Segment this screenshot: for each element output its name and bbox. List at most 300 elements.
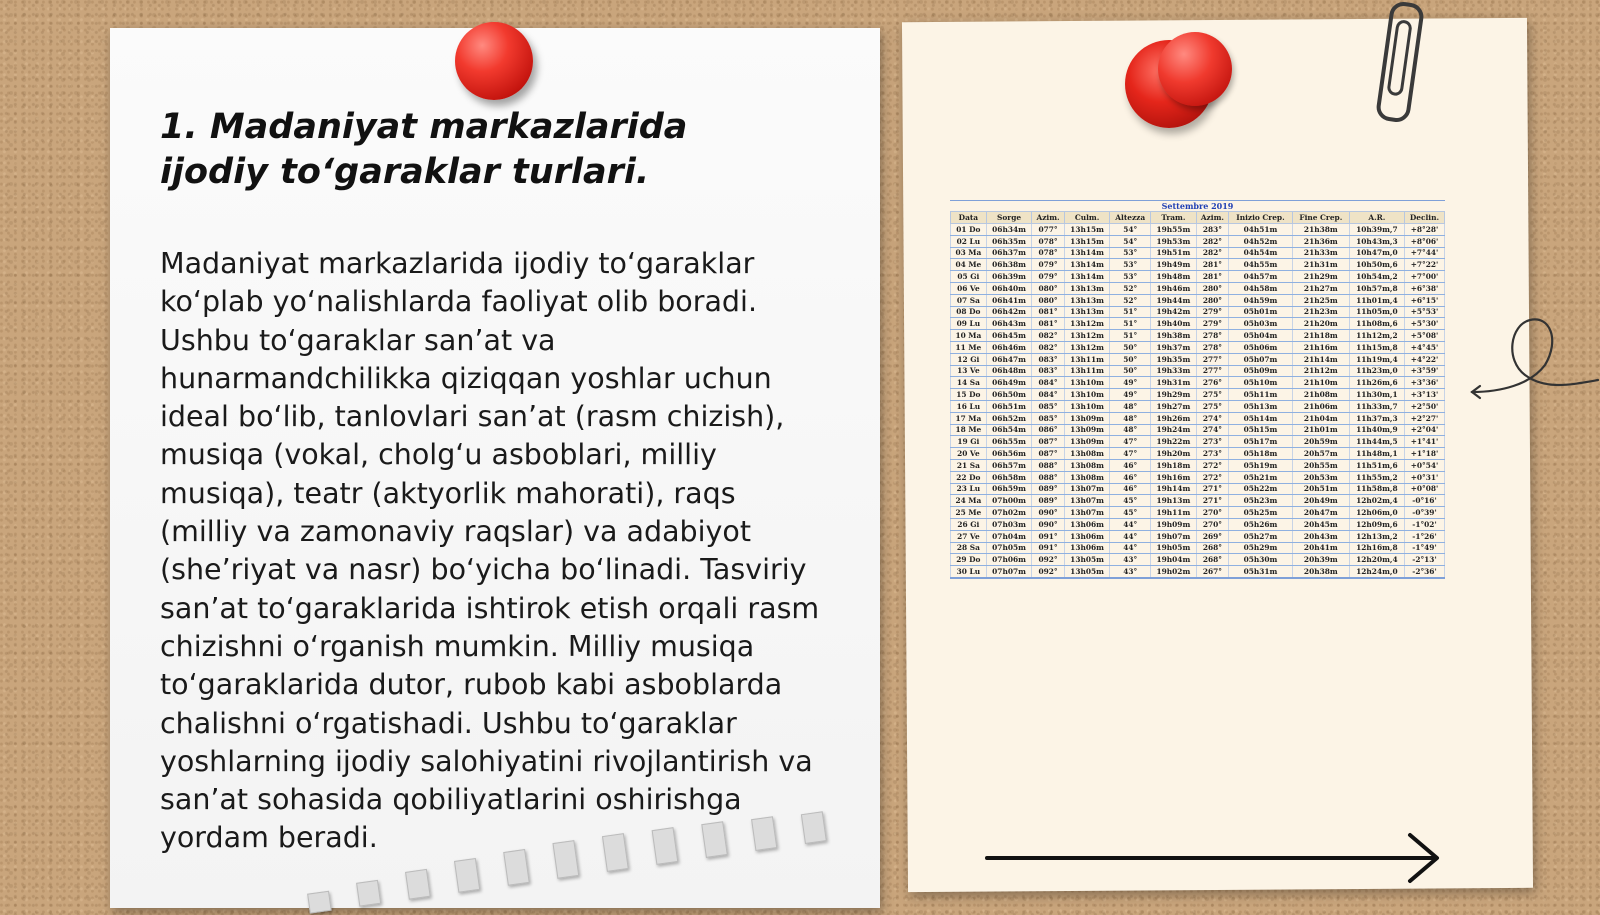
- table-cell: +3°36': [1404, 377, 1444, 389]
- table-cell: 46°: [1110, 459, 1151, 471]
- table-cell: +4°45': [1404, 341, 1444, 353]
- table-cell: 20h53m: [1292, 471, 1349, 483]
- table-cell: +0°31': [1404, 471, 1444, 483]
- table-cell: 20h38m: [1292, 566, 1349, 578]
- table-cell: 085°: [1032, 400, 1064, 412]
- table-cell: 48°: [1110, 412, 1151, 424]
- table-cell: 06h51m: [986, 400, 1032, 412]
- table-cell: 52°: [1110, 282, 1151, 294]
- table-cell: 13h10m: [1064, 400, 1110, 412]
- table-cell: +6°38': [1404, 282, 1444, 294]
- table-cell: 05h04m: [1229, 330, 1293, 342]
- table-cell: 19h20m: [1151, 448, 1197, 460]
- table-cell: 12h16m,8: [1349, 542, 1404, 554]
- table-cell: 277°: [1196, 353, 1228, 365]
- table-cell: 13h11m: [1064, 353, 1110, 365]
- table-cell: 04h58m: [1229, 282, 1293, 294]
- arrow-right-icon: [985, 830, 1445, 885]
- table-cell: 13h15m: [1064, 224, 1110, 236]
- table-cell: 19h02m: [1151, 566, 1197, 578]
- table-row: [951, 224, 1445, 236]
- table-cell: 11 Me: [951, 341, 987, 353]
- table-cell: 13h14m: [1064, 259, 1110, 271]
- table-cell: 280°: [1196, 282, 1228, 294]
- column-header: Data: [951, 212, 987, 224]
- table-cell: 19h44m: [1151, 294, 1197, 306]
- table-cell: 283°: [1196, 224, 1228, 236]
- table-row: [951, 235, 1445, 247]
- table-cell: 088°: [1032, 459, 1064, 471]
- table-cell: 51°: [1110, 318, 1151, 330]
- table-cell: 53°: [1110, 271, 1151, 283]
- table-cell: 44°: [1110, 542, 1151, 554]
- table-row: [951, 259, 1445, 271]
- table-cell: 07h06m: [986, 554, 1032, 566]
- table-cell: 51°: [1110, 330, 1151, 342]
- table-cell: 13h08m: [1064, 448, 1110, 460]
- table-cell: 53°: [1110, 259, 1151, 271]
- table-cell: 12h09m,6: [1349, 518, 1404, 530]
- table-cell: 04h59m: [1229, 294, 1293, 306]
- table-cell: 19h04m: [1151, 554, 1197, 566]
- table-cell: +5°53': [1404, 306, 1444, 318]
- table-cell: 05h17m: [1229, 436, 1293, 448]
- table-cell: 268°: [1196, 554, 1228, 566]
- table-cell: 092°: [1032, 566, 1064, 578]
- table-cell: 13h14m: [1064, 271, 1110, 283]
- table-cell: 49°: [1110, 377, 1151, 389]
- table-cell: 089°: [1032, 495, 1064, 507]
- table-cell: 19 Gi: [951, 436, 987, 448]
- table-cell: 20h49m: [1292, 495, 1349, 507]
- table-cell: 19h22m: [1151, 436, 1197, 448]
- table-cell: 06h45m: [986, 330, 1032, 342]
- table-cell: 19h13m: [1151, 495, 1197, 507]
- table-cell: 23 Lu: [951, 483, 987, 495]
- table-cell: 077°: [1032, 224, 1064, 236]
- table-cell: 48°: [1110, 424, 1151, 436]
- table-cell: 11h37m,3: [1349, 412, 1404, 424]
- table-cell: 21h20m: [1292, 318, 1349, 330]
- table-cell: +2°50': [1404, 400, 1444, 412]
- table-cell: 05h09m: [1229, 365, 1293, 377]
- table-cell: 12 Gi: [951, 353, 987, 365]
- table-cell: 06h40m: [986, 282, 1032, 294]
- table-cell: 13h08m: [1064, 471, 1110, 483]
- table-cell: 11h01m,4: [1349, 294, 1404, 306]
- table-cell: 079°: [1032, 271, 1064, 283]
- table-cell: 07h00m: [986, 495, 1032, 507]
- table-row: [951, 412, 1445, 424]
- table-cell: 46°: [1110, 483, 1151, 495]
- table-row: [951, 459, 1445, 471]
- table-cell: 20h41m: [1292, 542, 1349, 554]
- table-cell: 44°: [1110, 530, 1151, 542]
- table-cell: +7°22': [1404, 259, 1444, 271]
- table-cell: 273°: [1196, 448, 1228, 460]
- table-cell: 11h58m,8: [1349, 483, 1404, 495]
- table-row: [951, 436, 1445, 448]
- column-header: A.R.: [1349, 212, 1404, 224]
- table-cell: 079°: [1032, 259, 1064, 271]
- table-cell: 05h30m: [1229, 554, 1293, 566]
- table-row: [951, 495, 1445, 507]
- table-cell: 277°: [1196, 365, 1228, 377]
- table-cell: 084°: [1032, 377, 1064, 389]
- table-cell: 11h51m,6: [1349, 459, 1404, 471]
- table-cell: 04h57m: [1229, 271, 1293, 283]
- table-cell: 278°: [1196, 330, 1228, 342]
- table-cell: 10h43m,3: [1349, 235, 1404, 247]
- table-cell: 20h45m: [1292, 518, 1349, 530]
- table-cell: 54°: [1110, 235, 1151, 247]
- table-cell: 21h01m: [1292, 424, 1349, 436]
- table-cell: 275°: [1196, 389, 1228, 401]
- table-cell: 12h20m,4: [1349, 554, 1404, 566]
- column-header: Inizio Crep.: [1229, 212, 1293, 224]
- table-cell: 05h01m: [1229, 306, 1293, 318]
- table-cell: 24 Ma: [951, 495, 987, 507]
- table-cell: 13h07m: [1064, 483, 1110, 495]
- table-cell: 06h46m: [986, 341, 1032, 353]
- table-cell: 20h43m: [1292, 530, 1349, 542]
- table-cell: +1°18': [1404, 448, 1444, 460]
- table-cell: 279°: [1196, 318, 1228, 330]
- table-cell: 28 Sa: [951, 542, 987, 554]
- table-cell: 19h53m: [1151, 235, 1197, 247]
- table-cell: -0°16': [1404, 495, 1444, 507]
- table-cell: 18 Me: [951, 424, 987, 436]
- table-cell: 43°: [1110, 554, 1151, 566]
- table-cell: 092°: [1032, 554, 1064, 566]
- table-cell: 12h24m,0: [1349, 566, 1404, 578]
- table-cell: 50°: [1110, 365, 1151, 377]
- table-cell: 13h08m: [1064, 459, 1110, 471]
- table-cell: 05h26m: [1229, 518, 1293, 530]
- table-cell: 19h48m: [1151, 271, 1197, 283]
- table-cell: 21h16m: [1292, 341, 1349, 353]
- table-cell: 090°: [1032, 518, 1064, 530]
- table-cell: 25 Me: [951, 507, 987, 519]
- table-cell: 05h14m: [1229, 412, 1293, 424]
- table-cell: 268°: [1196, 542, 1228, 554]
- table-cell: 19h31m: [1151, 377, 1197, 389]
- table-cell: 20h59m: [1292, 436, 1349, 448]
- table-cell: 274°: [1196, 412, 1228, 424]
- table-cell: 05h06m: [1229, 341, 1293, 353]
- table-cell: 11h08m,6: [1349, 318, 1404, 330]
- table-cell: 05h27m: [1229, 530, 1293, 542]
- table-cell: 13h13m: [1064, 294, 1110, 306]
- table-cell: 13 Ve: [951, 365, 987, 377]
- table-cell: 13h14m: [1064, 247, 1110, 259]
- table-cell: 05h25m: [1229, 507, 1293, 519]
- table-cell: 19h37m: [1151, 341, 1197, 353]
- table-cell: 272°: [1196, 471, 1228, 483]
- table-cell: 06h39m: [986, 271, 1032, 283]
- table-cell: 05h21m: [1229, 471, 1293, 483]
- table-cell: 13h06m: [1064, 518, 1110, 530]
- push-pin-icon: [455, 22, 533, 100]
- table-cell: +7°44': [1404, 247, 1444, 259]
- table-cell: 087°: [1032, 448, 1064, 460]
- table-cell: 06h47m: [986, 353, 1032, 365]
- table-cell: 16 Lu: [951, 400, 987, 412]
- table-cell: 271°: [1196, 495, 1228, 507]
- table-cell: 19h33m: [1151, 365, 1197, 377]
- table-cell: 19h35m: [1151, 353, 1197, 365]
- table-row: [951, 566, 1445, 578]
- table-cell: 091°: [1032, 542, 1064, 554]
- table-cell: 080°: [1032, 282, 1064, 294]
- table-cell: 07h03m: [986, 518, 1032, 530]
- table-cell: +5°08': [1404, 330, 1444, 342]
- table-cell: 05h10m: [1229, 377, 1293, 389]
- table-cell: -2°36': [1404, 566, 1444, 578]
- table-cell: 06h58m: [986, 471, 1032, 483]
- table-cell: 04h51m: [1229, 224, 1293, 236]
- table-cell: 07h04m: [986, 530, 1032, 542]
- table-cell: -1°02': [1404, 518, 1444, 530]
- table-cell: 274°: [1196, 424, 1228, 436]
- table-cell: 19h40m: [1151, 318, 1197, 330]
- column-header: Tram.: [1151, 212, 1197, 224]
- table-cell: 20h51m: [1292, 483, 1349, 495]
- table-cell: 078°: [1032, 235, 1064, 247]
- table-cell: 13h13m: [1064, 282, 1110, 294]
- table-cell: 21h06m: [1292, 400, 1349, 412]
- table-cell: 282°: [1196, 235, 1228, 247]
- table-cell: 21h25m: [1292, 294, 1349, 306]
- table-cell: 091°: [1032, 530, 1064, 542]
- table-cell: 06h35m: [986, 235, 1032, 247]
- table-row: [951, 518, 1445, 530]
- table-cell: 19h24m: [1151, 424, 1197, 436]
- table-row: [951, 542, 1445, 554]
- column-header: Sorge: [986, 212, 1032, 224]
- table-cell: 19h07m: [1151, 530, 1197, 542]
- table-row: [951, 294, 1445, 306]
- table-cell: 078°: [1032, 247, 1064, 259]
- table-row: [951, 530, 1445, 542]
- table-cell: 10 Ma: [951, 330, 987, 342]
- table-cell: 082°: [1032, 330, 1064, 342]
- table-cell: 10h47m,0: [1349, 247, 1404, 259]
- table-cell: -1°49': [1404, 542, 1444, 554]
- table-cell: +7°00': [1404, 271, 1444, 283]
- table-cell: 10h57m,8: [1349, 282, 1404, 294]
- table-cell: 26 Gi: [951, 518, 987, 530]
- column-header: Culm.: [1064, 212, 1110, 224]
- table-cell: 06h50m: [986, 389, 1032, 401]
- table-row: [951, 483, 1445, 495]
- table-cell: -1°26': [1404, 530, 1444, 542]
- table-cell: 50°: [1110, 341, 1151, 353]
- table-cell: 19h09m: [1151, 518, 1197, 530]
- table-cell: -2°13': [1404, 554, 1444, 566]
- table-cell: 02 Lu: [951, 235, 987, 247]
- table-cell: 50°: [1110, 353, 1151, 365]
- table-cell: 47°: [1110, 436, 1151, 448]
- table-cell: 06h48m: [986, 365, 1032, 377]
- table-cell: 05h19m: [1229, 459, 1293, 471]
- table-cell: 12h02m,4: [1349, 495, 1404, 507]
- table-cell: 21h29m: [1292, 271, 1349, 283]
- column-header: Declin.: [1404, 212, 1444, 224]
- table-cell: 19h29m: [1151, 389, 1197, 401]
- table-cell: 270°: [1196, 518, 1228, 530]
- table-cell: 20h39m: [1292, 554, 1349, 566]
- table-cell: 281°: [1196, 259, 1228, 271]
- table-cell: 089°: [1032, 483, 1064, 495]
- table-cell: 43°: [1110, 566, 1151, 578]
- table-cell: 11h23m,0: [1349, 365, 1404, 377]
- table-cell: 07h05m: [986, 542, 1032, 554]
- table-row: [951, 247, 1445, 259]
- table-cell: 13h07m: [1064, 495, 1110, 507]
- table-cell: 21h38m: [1292, 224, 1349, 236]
- table-cell: +1°41': [1404, 436, 1444, 448]
- table-cell: 06h34m: [986, 224, 1032, 236]
- table-cell: 05h29m: [1229, 542, 1293, 554]
- table-cell: 11h19m,4: [1349, 353, 1404, 365]
- push-pin-icon: [1158, 32, 1232, 106]
- curly-arrow-icon: [1470, 310, 1600, 410]
- table-cell: 10h39m,7: [1349, 224, 1404, 236]
- table-cell: 11h05m,0: [1349, 306, 1404, 318]
- table-cell: +3°59': [1404, 365, 1444, 377]
- column-header: Altezza: [1110, 212, 1151, 224]
- table-row: [951, 400, 1445, 412]
- table-cell: 13h11m: [1064, 365, 1110, 377]
- table-cell: 21h31m: [1292, 259, 1349, 271]
- table-cell: 17 Ma: [951, 412, 987, 424]
- table-cell: 087°: [1032, 436, 1064, 448]
- table-cell: 276°: [1196, 377, 1228, 389]
- table-row: [951, 353, 1445, 365]
- table-row: [951, 330, 1445, 342]
- table-cell: 52°: [1110, 294, 1151, 306]
- table-cell: 06h43m: [986, 318, 1032, 330]
- table-cell: 19h46m: [1151, 282, 1197, 294]
- page-title: 1. Madaniyat markazlarida ijodiy to‘garaklar turlari.: [160, 107, 688, 192]
- table-cell: 05h23m: [1229, 495, 1293, 507]
- table-cell: 05h13m: [1229, 400, 1293, 412]
- table-cell: 21h08m: [1292, 389, 1349, 401]
- table-cell: 083°: [1032, 365, 1064, 377]
- table-cell: 09 Lu: [951, 318, 987, 330]
- table-cell: 11h40m,9: [1349, 424, 1404, 436]
- table-cell: 19h14m: [1151, 483, 1197, 495]
- table-cell: +8°28': [1404, 224, 1444, 236]
- table-cell: 269°: [1196, 530, 1228, 542]
- table-row: [951, 377, 1445, 389]
- table-cell: 282°: [1196, 247, 1228, 259]
- table-cell: 07 Sa: [951, 294, 987, 306]
- column-header: Fine Crep.: [1292, 212, 1349, 224]
- table-cell: 19h11m: [1151, 507, 1197, 519]
- table-cell: 12h13m,2: [1349, 530, 1404, 542]
- table-cell: 11h12m,2: [1349, 330, 1404, 342]
- table-cell: +0°08': [1404, 483, 1444, 495]
- ephemeris-grid: [950, 211, 1445, 579]
- table-cell: 06h57m: [986, 459, 1032, 471]
- table-cell: 07h07m: [986, 566, 1032, 578]
- column-header: Azim.: [1032, 212, 1064, 224]
- table-cell: 53°: [1110, 247, 1151, 259]
- table-cell: 267°: [1196, 566, 1228, 578]
- table-cell: 21h27m: [1292, 282, 1349, 294]
- table-cell: 44°: [1110, 518, 1151, 530]
- table-cell: 13h06m: [1064, 530, 1110, 542]
- table-cell: 13h10m: [1064, 389, 1110, 401]
- table-cell: 13h09m: [1064, 424, 1110, 436]
- table-cell: 04 Me: [951, 259, 987, 271]
- table-cell: 13h05m: [1064, 554, 1110, 566]
- table-cell: 21h36m: [1292, 235, 1349, 247]
- table-cell: 13h12m: [1064, 318, 1110, 330]
- table-cell: 21 Sa: [951, 459, 987, 471]
- table-cell: 11h33m,7: [1349, 400, 1404, 412]
- sun-ephemeris-table: [950, 200, 1445, 579]
- table-cell: 15 Do: [951, 389, 987, 401]
- table-row: [951, 271, 1445, 283]
- table-cell: 082°: [1032, 341, 1064, 353]
- table-cell: 48°: [1110, 400, 1151, 412]
- table-cell: 29 Do: [951, 554, 987, 566]
- table-row: [951, 341, 1445, 353]
- table-cell: 13h12m: [1064, 341, 1110, 353]
- table-cell: 19h51m: [1151, 247, 1197, 259]
- table-cell: 06h49m: [986, 377, 1032, 389]
- table-cell: 47°: [1110, 448, 1151, 460]
- table-cell: 06h38m: [986, 259, 1032, 271]
- table-cell: 19h16m: [1151, 471, 1197, 483]
- table-cell: 45°: [1110, 495, 1151, 507]
- table-row: [951, 282, 1445, 294]
- table-row: [951, 318, 1445, 330]
- table-row: [951, 448, 1445, 460]
- table-cell: 20h47m: [1292, 507, 1349, 519]
- table-cell: +4°22': [1404, 353, 1444, 365]
- table-cell: +2°04': [1404, 424, 1444, 436]
- table-cell: 090°: [1032, 507, 1064, 519]
- table-cell: +3°13': [1404, 389, 1444, 401]
- table-cell: +5°30': [1404, 318, 1444, 330]
- table-cell: 05h03m: [1229, 318, 1293, 330]
- table-cell: 14 Sa: [951, 377, 987, 389]
- table-cell: 11h44m,5: [1349, 436, 1404, 448]
- table-cell: 54°: [1110, 224, 1151, 236]
- table-cell: 01 Do: [951, 224, 987, 236]
- table-cell: 21h10m: [1292, 377, 1349, 389]
- table-cell: 273°: [1196, 436, 1228, 448]
- table-cell: 05h31m: [1229, 566, 1293, 578]
- table-cell: 21h12m: [1292, 365, 1349, 377]
- table-cell: 13h05m: [1064, 566, 1110, 578]
- table-cell: 083°: [1032, 353, 1064, 365]
- table-cell: 06 Ve: [951, 282, 987, 294]
- table-cell: 19h49m: [1151, 259, 1197, 271]
- table-cell: +2°27': [1404, 412, 1444, 424]
- table-row: [951, 389, 1445, 401]
- table-cell: 20 Ve: [951, 448, 987, 460]
- table-header-row: [951, 212, 1445, 224]
- table-cell: 19h55m: [1151, 224, 1197, 236]
- table-cell: 279°: [1196, 306, 1228, 318]
- table-cell: 13h13m: [1064, 306, 1110, 318]
- table-cell: 51°: [1110, 306, 1151, 318]
